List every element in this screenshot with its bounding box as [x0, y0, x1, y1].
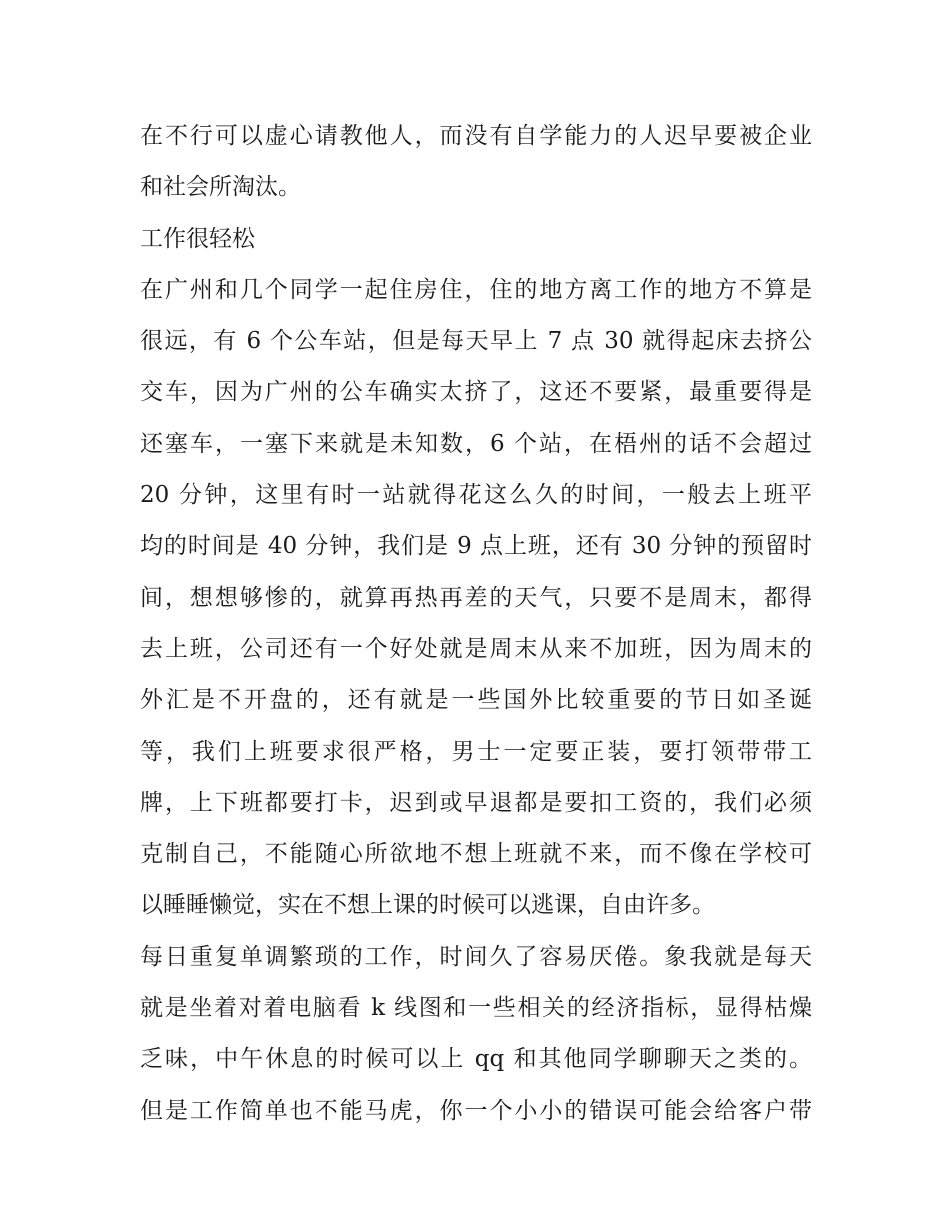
text-line: 交车，因为广州的公车确实太挤了，这还不要紧，最重要得是	[140, 379, 812, 406]
paragraph-routine-work	[140, 932, 812, 1137]
text-line: 在不行可以虚心请教他人，而没有自学能力的人迟早要被企业	[140, 123, 812, 149]
paragraph-self-learning	[140, 111, 812, 214]
text-line: 去上班，公司还有一个好处就是周末从来不加班，因为周末的	[140, 635, 812, 662]
text-line: 每日重复单调繁琐的工作，时间久了容易厌倦。象我就是每天	[140, 943, 812, 970]
section-heading	[140, 214, 812, 265]
text-line: 均的时间是 40 分钟，我们是 9 点上班，还有 30 分钟的预留时	[140, 533, 812, 560]
heading-work-is-easy: 工作很轻松	[140, 225, 255, 252]
text-line: 但是工作简单也不能马虎，你一个小小的错误可能会给客户带	[140, 1097, 812, 1124]
text-line: 间，想想够惨的，就算再热再差的天气，只要不是周末，都得	[140, 584, 812, 611]
text-line: 还塞车，一塞下来就是未知数，6 个站，在梧州的话不会超过	[140, 430, 812, 457]
text-line: 很远，有 6 个公车站，但是每天早上 7 点 30 就得起床去挤公	[140, 328, 812, 355]
text-line: 外汇是不开盘的，还有就是一些国外比较重要的节日如圣诞	[140, 687, 812, 714]
text-line: 就是坐着对着电脑看 k 线图和一些相关的经济指标，显得枯燥	[140, 995, 812, 1022]
text-line: 乏味，中午休息的时候可以上 qq 和其他同学聊聊天之类的。	[140, 1046, 812, 1073]
text-line: 克制自己，不能随心所欲地不想上班就不来，而不像在学校可	[140, 841, 812, 868]
text-line: 牌，上下班都要打卡，迟到或早退都是要扣工资的，我们必须	[140, 789, 812, 816]
text-line: 以睡睡懒觉，实在不想上课的时候可以逃课，自由许多。	[140, 892, 715, 919]
text-line: 在广州和几个同学一起住房住，住的地方离工作的地方不算是	[140, 276, 812, 303]
document-body	[140, 111, 812, 1137]
text-line: 等，我们上班要求很严格，男士一定要正装，要打领带带工	[140, 738, 812, 765]
text-line: 20 分钟，这里有时一站就得花这么久的时间，一般去上班平	[140, 482, 812, 509]
paragraph-commute	[140, 265, 812, 932]
text-line: 和社会所淘汰。	[140, 174, 301, 201]
